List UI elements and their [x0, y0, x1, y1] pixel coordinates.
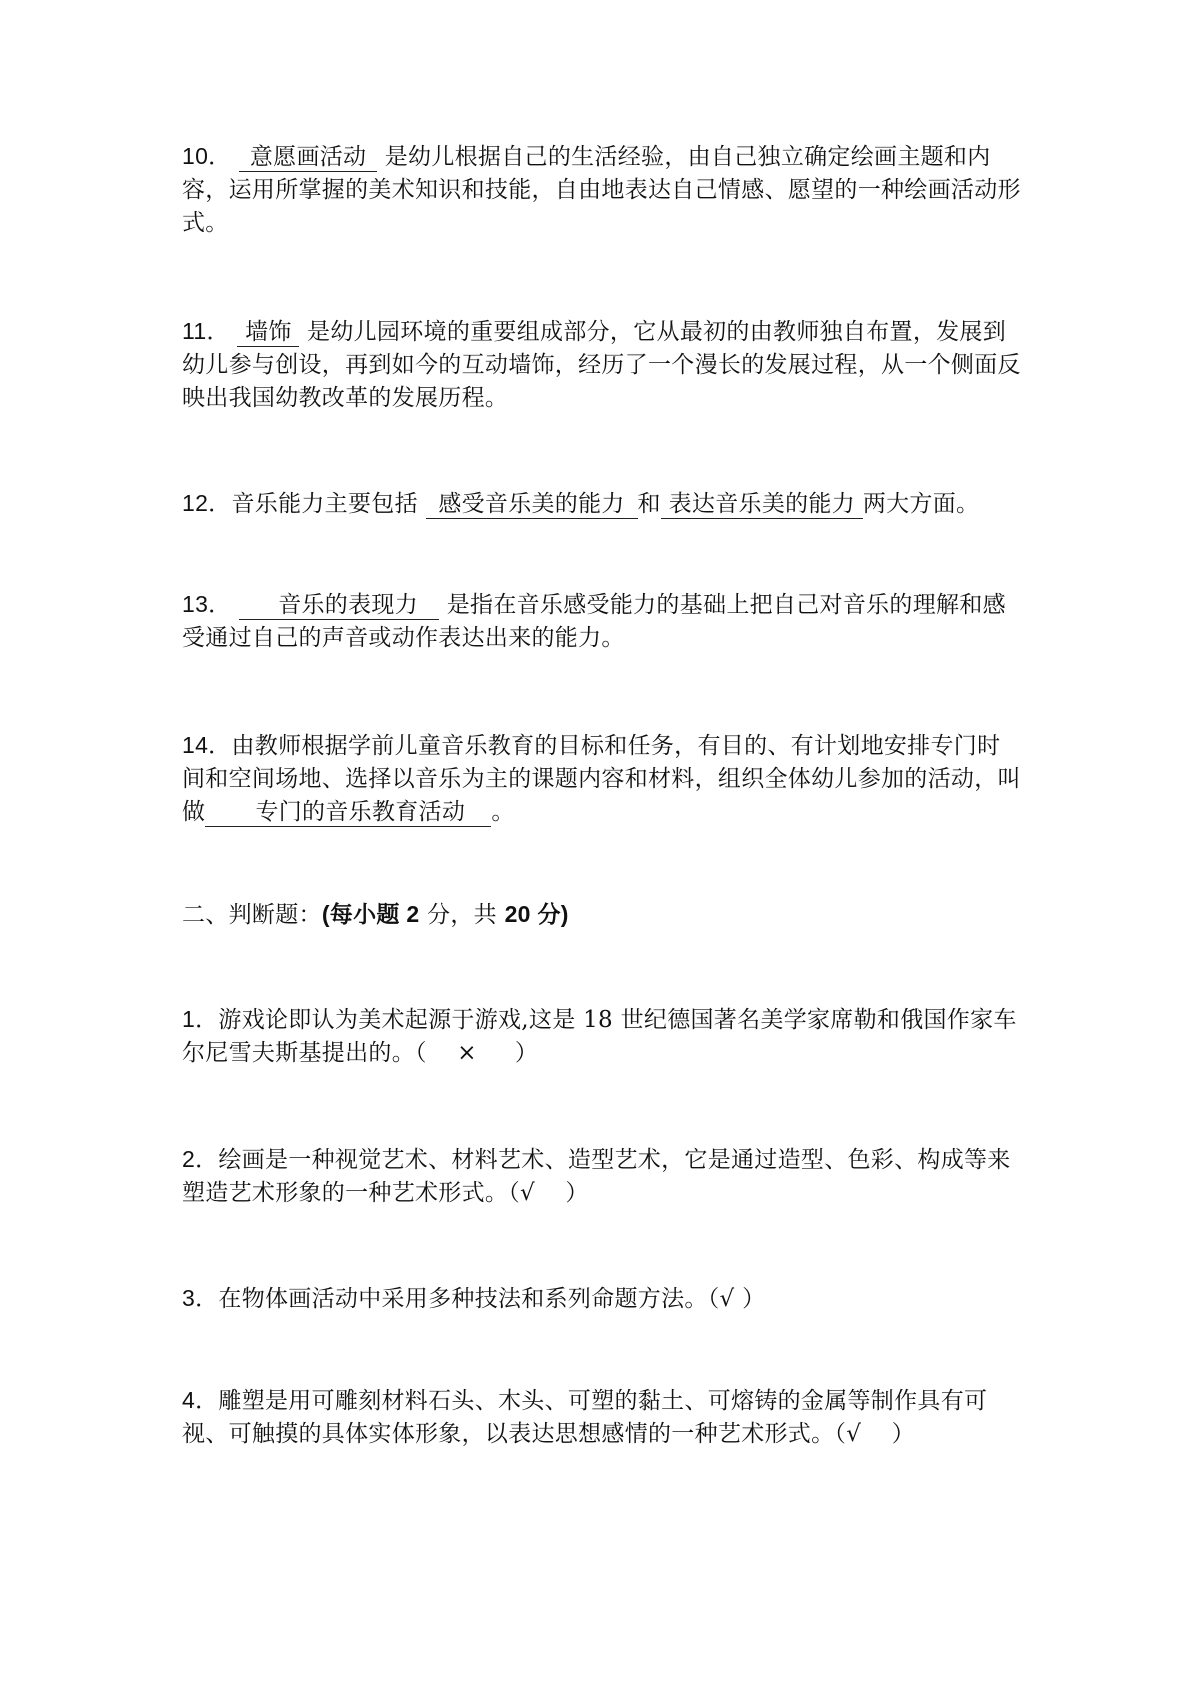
- answer-blank-b: 表达音乐美的能力: [661, 490, 863, 519]
- answer-mark: （√ ）: [508, 1180, 589, 1206]
- question-text: 绘画是一种视觉艺术、材料艺术、造型艺术，它是通过造型、色彩、构成等来塑造艺术形象的一种艺术形式。: [182, 1147, 1011, 1206]
- section-title: 二、判断题：: [182, 902, 322, 928]
- fill-question-11: [182, 315, 1022, 415]
- question-number: 10．: [182, 143, 232, 169]
- judgment-question-1: [182, 1003, 1022, 1070]
- question-text: 在物体画活动中采用多种技法和系列命题方法。: [218, 1286, 708, 1312]
- judgment-question-2: [182, 1143, 1022, 1210]
- question-text: 游戏论即认为美术起源于游戏,这是 18 世纪德国著名美学家席勒和俄国作家车尔尼雪夫斯基提出的。: [182, 1007, 1017, 1066]
- judgment-question-3: [182, 1282, 1022, 1316]
- question-number: 11．: [182, 318, 230, 344]
- answer-mark: （ × ）: [415, 1040, 539, 1066]
- answer-mark: （√ ）: [707, 1286, 766, 1312]
- question-text: 是幼儿根据自己的生活经验，由自己独立确定绘画主题和内容，运用所掌握的美术知识和技能，自由地表达自己情感、愿望的一种绘画活动形式。: [182, 144, 1021, 236]
- points-total: 20: [504, 901, 531, 927]
- points-each: 2: [406, 901, 420, 927]
- question-number: 4．: [182, 1387, 219, 1413]
- question-number: 12．: [182, 490, 232, 516]
- answer-blank: 墙饰: [237, 318, 299, 347]
- question-middle: 和: [637, 491, 661, 517]
- fill-question-12: [182, 487, 1022, 521]
- fill-question-10: [182, 140, 1022, 240]
- fill-question-14: [182, 729, 1022, 829]
- question-number: 14．: [182, 732, 232, 758]
- fill-question-13: [182, 588, 1022, 655]
- question-text: 是指在音乐感受能力的基础上把自己对音乐的理解和感受通过自己的声音或动作表达出来的能力。: [182, 592, 1006, 651]
- question-text: 雕塑是用可雕刻材料石头、木头、可塑的黏土、可熔铸的金属等制作具有可视、可触摸的具体实体形象，以表达思想感情的一种艺术形式。: [182, 1388, 988, 1447]
- answer-blank: 专门的音乐教育活动: [205, 798, 491, 827]
- question-number: 2．: [182, 1146, 219, 1172]
- section-heading-judgment: [182, 898, 1022, 932]
- question-prefix: 由教师根据学前儿童音乐教育的目标和任务，有目的、有计划地安排专门时间和空间场地、选择以音乐为主的课题内容和材料，组织全体幼儿参加的活动，叫做: [182, 733, 1021, 825]
- answer-mark: （√ ）: [834, 1421, 915, 1447]
- section-title-close: 分): [530, 901, 569, 927]
- section-title-open: (每小题: [321, 901, 407, 927]
- section-title-mid: 分，共: [419, 902, 505, 928]
- question-text: 是幼儿园环境的重要组成部分，它从最初的由教师独自布置，发展到幼儿参与创设，再到如今的互动墙饰，经历了一个漫长的发展过程，从一个侧面反映出我国幼教改革的发展历程。: [182, 319, 1021, 411]
- question-number: 1．: [182, 1006, 219, 1032]
- judgment-question-4: [182, 1384, 1022, 1451]
- question-suffix: 。: [491, 799, 515, 825]
- answer-blank: 意愿画活动: [239, 143, 377, 172]
- answer-blank: 音乐的表现力: [239, 591, 439, 620]
- answer-blank-a: 感受音乐美的能力: [426, 490, 638, 519]
- question-prefix: 音乐能力主要包括: [231, 491, 418, 517]
- question-suffix: 两大方面。: [862, 491, 980, 517]
- question-number: 13．: [182, 591, 232, 617]
- question-number: 3．: [182, 1285, 219, 1311]
